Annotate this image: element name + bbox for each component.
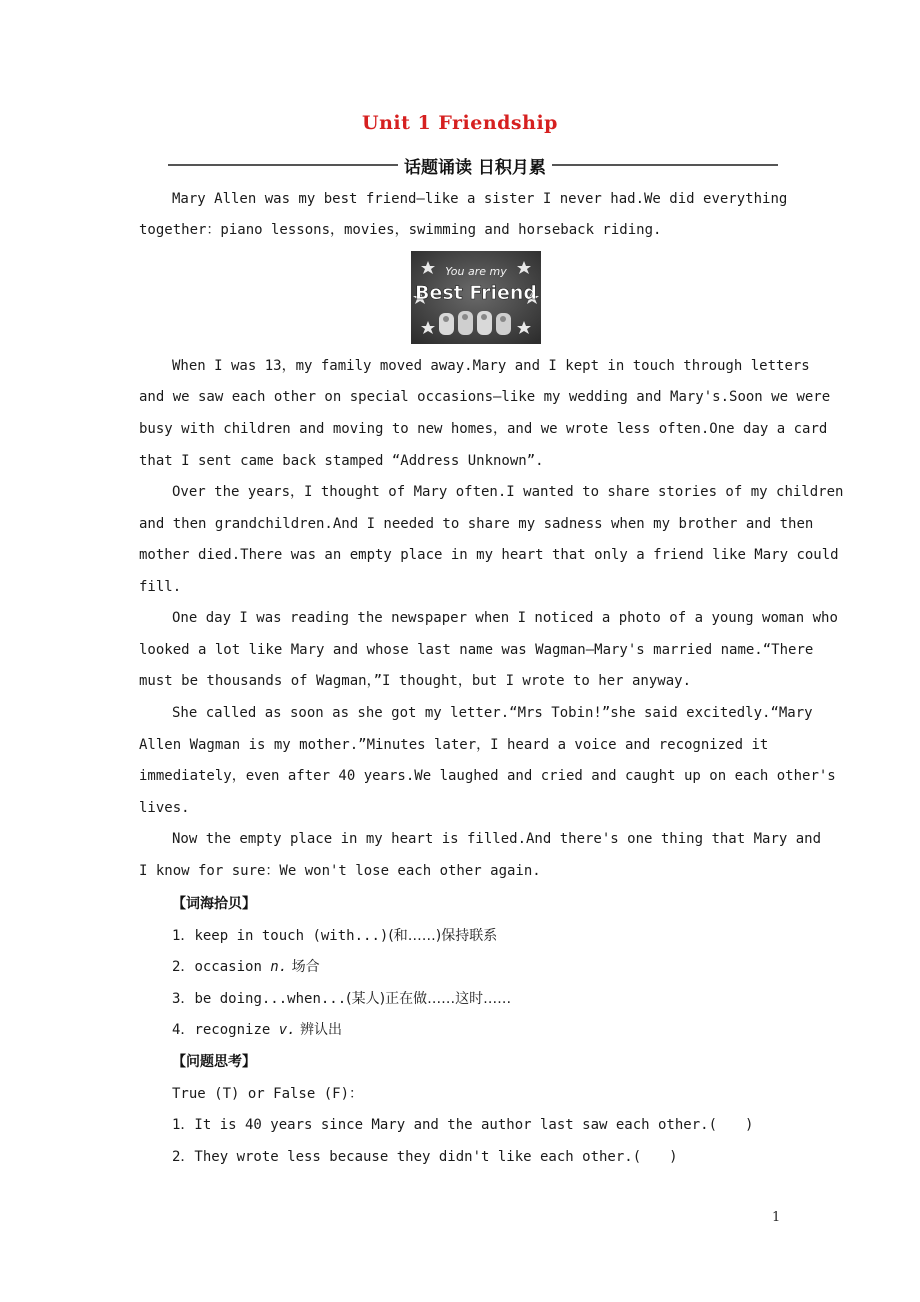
vocab-item bbox=[172, 956, 320, 976]
vocab-item bbox=[172, 925, 497, 945]
question-item: 2．They wrote less because they didn't like each other.( ) bbox=[172, 1149, 678, 1165]
image-caption-line1: You are my bbox=[445, 265, 507, 278]
vocab-pos: v. bbox=[278, 1022, 296, 1038]
para1-line2: together：piano lessons，movies，swimming and horseback riding. bbox=[139, 222, 662, 238]
para6-line2: I know for sure：We won't lose each other again. bbox=[139, 863, 541, 879]
para2-line2: and we saw each other on special occasions—like my wedding and Mary's.Soon we were bbox=[139, 389, 831, 405]
para4-line1: One day I was reading the newspaper when I noticed a photo of a young woman who bbox=[172, 610, 838, 626]
vocab-term: occasion bbox=[194, 959, 271, 975]
best-friend-illustration bbox=[411, 251, 541, 344]
vocab-term: keep in touch (with...) bbox=[194, 928, 389, 944]
vocab-term: recognize bbox=[194, 1022, 279, 1038]
question-item: 1．It is 40 years since Mary and the author last saw each other.( ) bbox=[172, 1117, 754, 1133]
para3-line3: mother died.There was an empty place in my heart that only a friend like Mary could bbox=[139, 547, 839, 563]
banner-rule-right bbox=[552, 164, 778, 166]
para2-line1: When I was 13，my family moved away.Mary and I kept in touch through letters bbox=[172, 358, 810, 374]
vocab-item bbox=[172, 1019, 342, 1039]
questions-intro: True (T) or False (F)： bbox=[172, 1086, 364, 1102]
para5-line4: lives. bbox=[139, 800, 190, 816]
vocab-number: 3． bbox=[172, 991, 195, 1007]
vocab-pos: n. bbox=[270, 959, 288, 975]
best-friend-picture bbox=[411, 251, 541, 344]
vocab-meaning: 辨认出 bbox=[295, 1022, 343, 1038]
vocab-term: be doing...when... bbox=[194, 991, 347, 1007]
image-caption-line2: Best Friend bbox=[414, 282, 538, 304]
para6-line1: Now the empty place in my heart is filled.And there's one thing that Mary and bbox=[172, 831, 822, 847]
vocab-meaning: (某人)正在做……这时…… bbox=[346, 991, 512, 1007]
para2-line3: busy with children and moving to new homes，and we wrote less often.One day a card bbox=[139, 421, 828, 437]
para4-line3: must be thousands of Wagman，”I thought，but I wrote to her anyway. bbox=[139, 673, 692, 689]
para3-line4: fill. bbox=[139, 579, 182, 595]
banner-rule-left bbox=[168, 164, 398, 166]
vocab-item bbox=[172, 988, 511, 1008]
para5-line3: immediately，even after 40 years.We laughed and cried and caught up on each other's bbox=[139, 768, 836, 784]
para4-line2: looked a lot like Mary and whose last name was Wagman—Mary's married name.“There bbox=[139, 642, 814, 658]
para3-line1: Over the years，I thought of Mary often.I wanted to share stories of my children bbox=[172, 484, 844, 500]
vocab-number: 2． bbox=[172, 959, 195, 975]
vocab-meaning: (和……)保持联系 bbox=[388, 928, 498, 944]
para3-line2: and then grandchildren.And I needed to share my sadness when my brother and then bbox=[139, 516, 814, 532]
para1-line1: Mary Allen was my best friend—like a sister I never had.We did everything bbox=[172, 191, 788, 207]
vocab-meaning: 场合 bbox=[287, 959, 320, 975]
para5-line2: Allen Wagman is my mother.”Minutes later，I heard a voice and recognized it bbox=[139, 737, 769, 753]
vocab-number: 1． bbox=[172, 928, 195, 944]
para5-line1: She called as soon as she got my letter.“Mrs Tobin!”she said excitedly.“Mary bbox=[172, 705, 813, 721]
section-subtitle: 话题诵读 日积月累 bbox=[404, 157, 546, 178]
questions-heading: 【问题思考】 bbox=[172, 1054, 256, 1070]
vocab-number: 4． bbox=[172, 1022, 195, 1038]
page-title: Unit 1 Friendship bbox=[362, 112, 558, 134]
vocab-heading: 【词海拾贝】 bbox=[172, 896, 256, 912]
section-banner bbox=[168, 152, 818, 178]
page-number: 1 bbox=[772, 1210, 781, 1225]
para2-line4: that I sent came back stamped “Address Unknown”. bbox=[139, 453, 544, 469]
